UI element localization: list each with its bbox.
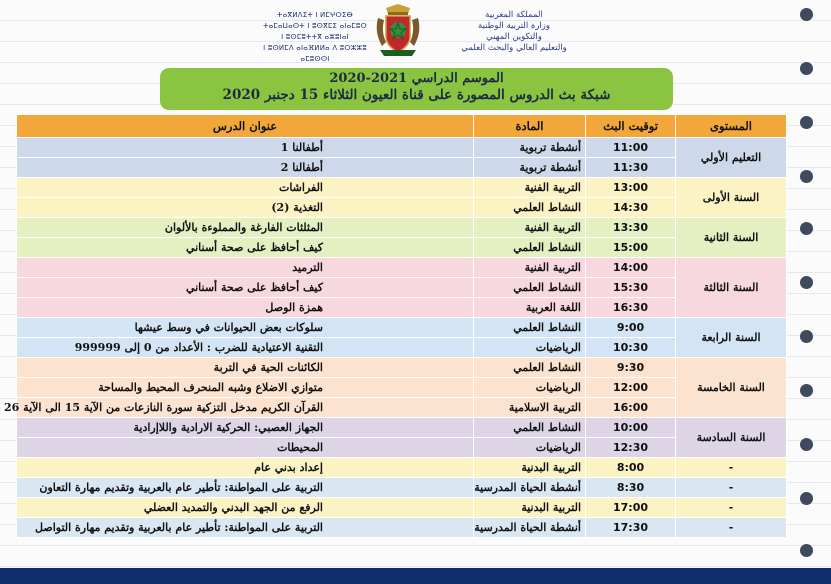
subject-cell: التربية الفنية	[474, 258, 586, 278]
time-cell: 15:30	[586, 278, 676, 298]
table-row	[17, 218, 787, 238]
subject-cell: النشاط العلمي	[474, 418, 586, 438]
broadcast-schedule-table	[4, 114, 787, 538]
lesson-cell: القرآن الكريم مدخل التزكية سورة النازعات من الآية 15 الى الآية 26	[17, 398, 474, 418]
subject-cell: النشاط العلمي	[474, 238, 586, 258]
ministry-header-tifinagh	[250, 10, 380, 65]
table-row	[17, 378, 787, 398]
lesson-cell: الفراشات	[17, 178, 474, 198]
header-subject: المادة	[474, 115, 586, 138]
binder-hole	[800, 384, 813, 397]
level-cell: السنة الثالثة	[676, 258, 787, 318]
subject-cell: أنشطة تربوية	[474, 158, 586, 178]
time-cell: 11:00	[586, 138, 676, 158]
lesson-cell: أطفالنا 2	[17, 158, 474, 178]
header-time: توقيت البث	[586, 115, 676, 138]
lesson-cell: المثلثات الفارغة والمملوءة بالألوان	[17, 218, 474, 238]
lesson-cell: المحيطات	[17, 438, 474, 458]
lesson-cell: الرفع من الجهد البدني والتمديد العضلي	[17, 498, 474, 518]
binder-hole	[800, 330, 813, 343]
time-cell: 14:00	[586, 258, 676, 278]
ministry-header-arabic	[458, 10, 570, 54]
header-line: ⵏ ⵓⵙⵎⵓⵜⵜⴳ ⴰⵣⵓⵏⴰⵏ	[281, 33, 349, 41]
subject-cell: النشاط العلمي	[474, 318, 586, 338]
footer-bar	[0, 568, 831, 584]
subject-cell: التربية الاسلامية	[474, 398, 586, 418]
time-cell: 10:30	[586, 338, 676, 358]
time-cell: 11:30	[586, 158, 676, 178]
table-row	[17, 158, 787, 178]
lesson-cell: الترميد	[17, 258, 474, 278]
subject-cell: النشاط العلمي	[474, 278, 586, 298]
table-row	[17, 498, 787, 518]
lesson-cell: التقنية الاعتيادية للضرب : الأعداد من 0 إلى 999999	[17, 338, 474, 358]
lesson-cell: التربية على المواطنة: تأطير عام بالعربية وتقديم مهارة التعاون	[17, 478, 474, 498]
lesson-cell: سلوكات بعض الحيوانات في وسط عيشها	[17, 318, 474, 338]
header-line: والتعليم العالي والبحث العلمي	[461, 43, 567, 53]
time-cell: 10:00	[586, 418, 676, 438]
level-cell: -	[676, 518, 787, 538]
header-level: المستوى	[676, 115, 787, 138]
subject-cell: النشاط العلمي	[474, 198, 586, 218]
time-cell: 8:00	[586, 458, 676, 478]
level-cell: السنة الخامسة	[676, 358, 787, 418]
table-row	[17, 238, 787, 258]
time-cell: 12:00	[586, 378, 676, 398]
lesson-cell: التغذية (2)	[17, 198, 474, 218]
header-line: المملكة المغربية	[485, 10, 543, 20]
coat-of-arms-icon	[372, 2, 424, 60]
binder-hole	[800, 438, 813, 451]
time-cell: 15:00	[586, 238, 676, 258]
table-row	[17, 198, 787, 218]
table-row	[17, 458, 787, 478]
level-cell: -	[676, 498, 787, 518]
header-line: ⵏ ⵓⵙⵍⵎⴷ ⴰⵏⴰⴼⵍⵍⴰ ⴷ ⵓⵔⵣⵣⵓ ⴰⵎⵓⵙⵙⵏ	[263, 44, 367, 63]
binder-hole	[800, 276, 813, 289]
table-row	[17, 338, 787, 358]
binder-hole	[800, 544, 813, 557]
table-row	[17, 478, 787, 498]
table-row	[17, 318, 787, 338]
level-cell: السنة الأولى	[676, 178, 787, 218]
time-cell: 12:30	[586, 438, 676, 458]
table-row	[17, 258, 787, 278]
school-year-title: الموسم الدراسي 2021-2020	[329, 71, 504, 86]
header-lesson: عنوان الدرس	[17, 115, 474, 138]
table-header-row	[17, 115, 787, 138]
lesson-cell: إعداد بدني عام	[17, 458, 474, 478]
subject-cell: التربية البدنية	[474, 458, 586, 478]
level-cell: السنة الثانية	[676, 218, 787, 258]
time-cell: 8:30	[586, 478, 676, 498]
table-row	[17, 438, 787, 458]
binder-hole	[800, 170, 813, 183]
time-cell: 9:30	[586, 358, 676, 378]
subject-cell: أنشطة الحياة المدرسية	[474, 478, 586, 498]
subject-cell: الرياضيات	[474, 338, 586, 358]
table-row	[17, 178, 787, 198]
binder-hole	[800, 8, 813, 21]
subject-cell: الرياضيات	[474, 438, 586, 458]
level-cell: السنة السادسة	[676, 418, 787, 458]
time-cell: 16:30	[586, 298, 676, 318]
time-cell: 9:00	[586, 318, 676, 338]
table-row	[17, 418, 787, 438]
table-row	[17, 298, 787, 318]
level-cell: -	[676, 478, 787, 498]
lesson-cell: التربية على المواطنة: تأطير عام بالعربية وتقديم مهارة التواصل	[17, 518, 474, 538]
subject-cell: الرياضيات	[474, 378, 586, 398]
lesson-cell: الجهاز العصبي: الحركية الارادية واللاإرادية	[17, 418, 474, 438]
lesson-cell: كيف أحافظ على صحة أسناني	[17, 278, 474, 298]
header-line: وزارة التربية الوطنية	[477, 21, 551, 31]
table-row	[17, 138, 787, 158]
broadcast-schedule-title: شبكة بث الدروس المصورة على قناة العيون الثلاثاء 15 دجنبر 2020	[222, 87, 611, 103]
level-cell: التعليم الأولي	[676, 138, 787, 178]
subject-cell: التربية الفنية	[474, 178, 586, 198]
time-cell: 13:00	[586, 178, 676, 198]
subject-cell: التربية الفنية	[474, 218, 586, 238]
subject-cell: أنشطة تربوية	[474, 138, 586, 158]
time-cell: 16:00	[586, 398, 676, 418]
time-cell: 17:00	[586, 498, 676, 518]
subject-cell: أنشطة الحياة المدرسية	[474, 518, 586, 538]
lesson-cell: أطفالنا 1	[17, 138, 474, 158]
table-row	[17, 278, 787, 298]
time-cell: 14:30	[586, 198, 676, 218]
lesson-cell: كيف أحافظ على صحة أسناني	[17, 238, 474, 258]
binder-hole	[800, 492, 813, 505]
header-line: ⵜⴰⵎⴰⵡⴰⵙⵜ ⵏ ⵓⵙⴳⵎⵉ ⴰⵏⴰⵎⵓⵔ	[263, 22, 367, 30]
level-cell: السنة الرابعة	[676, 318, 787, 358]
table-row	[17, 398, 787, 418]
schedule-title-banner	[160, 68, 673, 110]
binder-hole	[800, 116, 813, 129]
time-cell: 13:30	[586, 218, 676, 238]
subject-cell: التربية البدنية	[474, 498, 586, 518]
subject-cell: اللغة العربية	[474, 298, 586, 318]
table-row	[17, 358, 787, 378]
header-line: ⵜⴰⴳⵍⴷⵉⵜ ⵏ ⵍⵎⵖⵔⵉⴱ	[277, 11, 353, 19]
table-row	[17, 518, 787, 538]
lesson-cell: همزة الوصل	[17, 298, 474, 318]
binder-hole	[800, 222, 813, 235]
lesson-cell: متوازي الاضلاع وشبه المنحرف المحيط والمساحة	[17, 378, 474, 398]
header-line: والتكوين المهني	[486, 32, 542, 42]
lesson-cell: الكائنات الحية في التربة	[17, 358, 474, 378]
binder-hole	[800, 62, 813, 75]
time-cell: 17:30	[586, 518, 676, 538]
level-cell: -	[676, 458, 787, 478]
subject-cell: النشاط العلمي	[474, 358, 586, 378]
